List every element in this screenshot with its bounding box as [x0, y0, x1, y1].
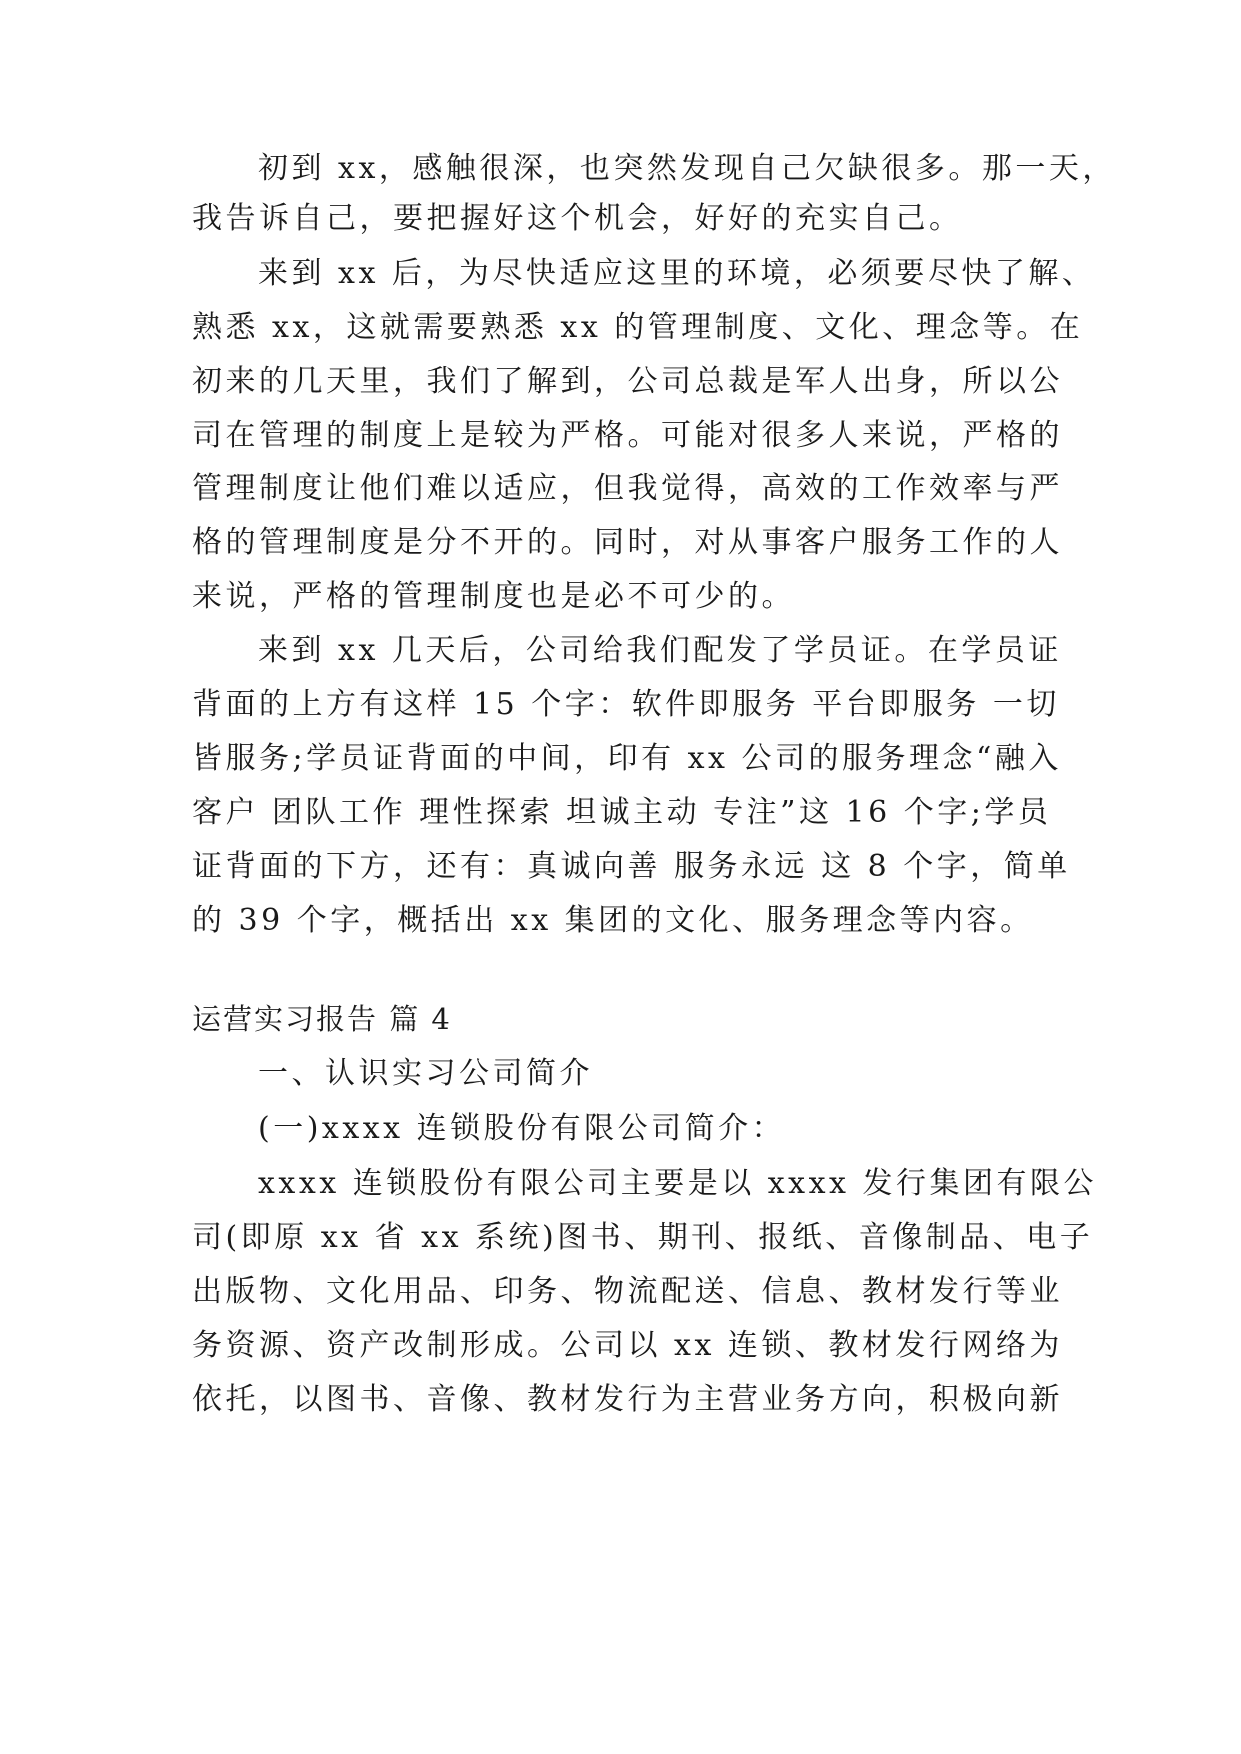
subheading: (一)xxxx 连锁股份有限公司简介：: [258, 1111, 786, 1146]
paragraph-line: 初到 xx，感触很深，也突然发现自己欠缺很多。那一天，: [258, 151, 1116, 186]
paragraph-line: xxxx 连锁股份有限公司主要是以 xxxx 发行集团有限公: [258, 1166, 1097, 1201]
paragraph-line: 格的管理制度是分不开的。同时，对从事客户服务工作的人: [192, 525, 1063, 560]
paragraph-line: 务资源、资产改制形成。公司以 xx 连锁、教材发行网络为: [192, 1328, 1063, 1363]
paragraph-line: 客户 团队工作 理性探索 坦诚主动 专注”这 16 个字;学员: [192, 795, 1052, 830]
paragraph-line: 证背面的下方，还有：真诚向善 服务永远 这 8 个字，简单: [192, 849, 1071, 884]
paragraph-line: 依托，以图书、音像、教材发行为主营业务方向，积极向新: [192, 1382, 1063, 1417]
paragraph-line: 司在管理的制度上是较为严格。可能对很多人来说，严格的: [192, 418, 1063, 453]
section-heading: 运营实习报告 篇 4: [192, 1002, 452, 1036]
paragraph-line: 出版物、文化用品、印务、物流配送、信息、教材发行等业: [192, 1274, 1063, 1309]
paragraph-line: 的 39 个字，概括出 xx 集团的文化、服务理念等内容。: [192, 903, 1034, 938]
paragraph-line: 来说，严格的管理制度也是必不可少的。: [192, 579, 795, 614]
paragraph-line: 我告诉自己，要把握好这个机会，好好的充实自己。: [192, 201, 963, 236]
paragraph-line: 皆服务;学员证背面的中间，印有 xx 公司的服务理念“融入: [192, 741, 1062, 776]
subheading: 一、认识实习公司简介: [258, 1056, 593, 1091]
paragraph-line: 熟悉 xx，这就需要熟悉 xx 的管理制度、文化、理念等。在: [192, 310, 1084, 345]
paragraph-line: 管理制度让他们难以适应，但我觉得，高效的工作效率与严: [192, 471, 1063, 506]
paragraph-line: 来到 xx 后，为尽快适应这里的环境，必须要尽快了解、: [258, 256, 1096, 291]
paragraph-line: 司(即原 xx 省 xx 系统)图书、期刊、报纸、音像制品、电子: [192, 1220, 1094, 1255]
paragraph-line: 初来的几天里，我们了解到，公司总裁是军人出身，所以公: [192, 364, 1063, 399]
paragraph-line: 背面的上方有这样 15 个字：软件即服务 平台即服务 一切: [192, 687, 1060, 722]
paragraph-line: 来到 xx 几天后，公司给我们配发了学员证。在学员证: [258, 633, 1062, 668]
